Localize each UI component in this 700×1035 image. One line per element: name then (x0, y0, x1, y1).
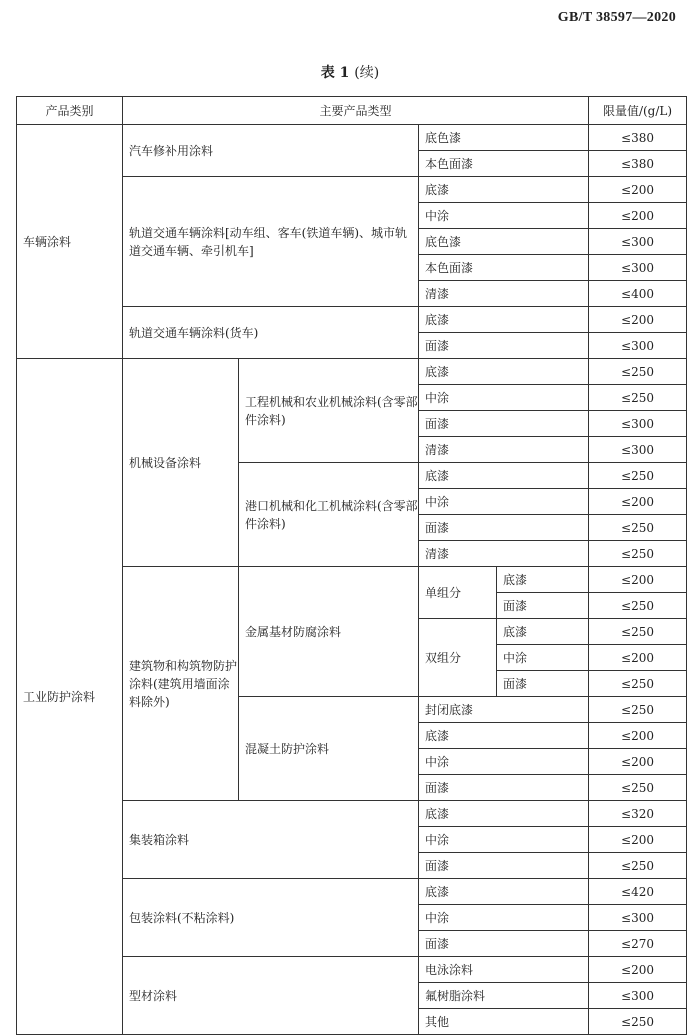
subtype: 清漆 (419, 281, 589, 307)
type-profile: 型材涂料 (123, 957, 419, 1035)
limit-value: ≤400 (589, 281, 687, 307)
limit-value: ≤270 (589, 931, 687, 957)
subtype: 面漆 (419, 515, 589, 541)
subtype: 封闭底漆 (419, 697, 589, 723)
subtype: 清漆 (419, 437, 589, 463)
type-repair: 汽车修补用涂料 (123, 125, 419, 177)
limit-value: ≤250 (589, 541, 687, 567)
subtype: 中涂 (419, 905, 589, 931)
limit-value: ≤250 (589, 515, 687, 541)
limit-value: ≤300 (589, 333, 687, 359)
type-container: 集装箱涂料 (123, 801, 419, 879)
limit-value: ≤300 (589, 411, 687, 437)
subtype: 底漆 (419, 177, 589, 203)
subtype: 中涂 (419, 489, 589, 515)
subtype: 底漆 (419, 723, 589, 749)
subtype: 中涂 (497, 645, 589, 671)
table-continued-note: (续) (354, 65, 380, 81)
limit-value: ≤250 (589, 593, 687, 619)
component-dual: 双组分 (419, 619, 497, 697)
limit-value: ≤300 (589, 255, 687, 281)
subtype: 中涂 (419, 827, 589, 853)
subtype: 底漆 (419, 879, 589, 905)
subtype: 氟树脂涂料 (419, 983, 589, 1009)
limit-value: ≤250 (589, 1009, 687, 1035)
limit-value: ≤250 (589, 775, 687, 801)
limit-value: ≤380 (589, 125, 687, 151)
subtype: 面漆 (497, 671, 589, 697)
limit-value: ≤250 (589, 697, 687, 723)
limit-value: ≤200 (589, 957, 687, 983)
type-building: 建筑物和构筑物防护涂料(建筑用墙面涂料除外) (123, 567, 239, 801)
limit-value: ≤250 (589, 385, 687, 411)
limit-value: ≤200 (589, 307, 687, 333)
type-freight: 轨道交通车辆涂料(货车) (123, 307, 419, 359)
limit-value: ≤200 (589, 749, 687, 775)
limit-value: ≤200 (589, 567, 687, 593)
limit-value: ≤420 (589, 879, 687, 905)
limit-value: ≤200 (589, 203, 687, 229)
header-limit: 限量值/(g/L) (589, 97, 687, 125)
header-category: 产品类别 (17, 97, 123, 125)
table-header-row (17, 97, 687, 125)
subtype: 底色漆 (419, 229, 589, 255)
type-machinery: 机械设备涂料 (123, 359, 239, 567)
limit-value: ≤200 (589, 489, 687, 515)
limit-value: ≤250 (589, 463, 687, 489)
subtype: 底漆 (419, 307, 589, 333)
subtype-metal: 金属基材防腐涂料 (239, 567, 419, 697)
category-industrial: 工业防护涂料 (17, 359, 123, 1035)
limit-value: ≤320 (589, 801, 687, 827)
limit-value: ≤380 (589, 151, 687, 177)
subtype: 底漆 (497, 619, 589, 645)
subtype: 面漆 (497, 593, 589, 619)
subtype-eng: 工程机械和农业机械涂料(含零部件涂料) (239, 359, 419, 463)
subtype: 底漆 (419, 463, 589, 489)
subtype: 其他 (419, 1009, 589, 1035)
limit-value: ≤200 (589, 723, 687, 749)
limit-value: ≤300 (589, 905, 687, 931)
subtype: 底漆 (497, 567, 589, 593)
limit-value: ≤250 (589, 619, 687, 645)
header-type: 主要产品类型 (123, 97, 589, 125)
limit-value: ≤200 (589, 827, 687, 853)
type-packaging: 包装涂料(不粘涂料) (123, 879, 419, 957)
category-vehicle: 车辆涂料 (17, 125, 123, 359)
subtype: 中涂 (419, 749, 589, 775)
subtype: 底漆 (419, 359, 589, 385)
subtype: 面漆 (419, 775, 589, 801)
type-rail: 轨道交通车辆涂料[动车组、客车(铁道车辆)、城市轨道交通车辆、牵引机车] (123, 177, 419, 307)
table-title: 表 1 (320, 65, 350, 81)
subtype: 面漆 (419, 853, 589, 879)
subtype: 底色漆 (419, 125, 589, 151)
component-single: 单组分 (419, 567, 497, 619)
limit-value: ≤200 (589, 177, 687, 203)
limit-value: ≤200 (589, 645, 687, 671)
subtype-port: 港口机械和化工机械涂料(含零部件涂料) (239, 463, 419, 567)
subtype: 中涂 (419, 385, 589, 411)
table-caption (0, 62, 700, 82)
subtype: 底漆 (419, 801, 589, 827)
subtype: 面漆 (419, 333, 589, 359)
limit-value: ≤250 (589, 359, 687, 385)
table-row (17, 359, 687, 385)
subtype: 中涂 (419, 203, 589, 229)
subtype: 清漆 (419, 541, 589, 567)
subtype: 本色面漆 (419, 151, 589, 177)
limit-value: ≤300 (589, 437, 687, 463)
subtype: 电泳涂料 (419, 957, 589, 983)
limit-value: ≤250 (589, 853, 687, 879)
subtype: 本色面漆 (419, 255, 589, 281)
subtype: 面漆 (419, 931, 589, 957)
standard-code: GB/T 38597—2020 (557, 10, 676, 25)
voc-limit-table (16, 96, 687, 1035)
limit-value: ≤300 (589, 983, 687, 1009)
limit-value: ≤300 (589, 229, 687, 255)
table-row (17, 125, 687, 151)
subtype-concrete: 混凝土防护涂料 (239, 697, 419, 801)
subtype: 面漆 (419, 411, 589, 437)
limit-value: ≤250 (589, 671, 687, 697)
